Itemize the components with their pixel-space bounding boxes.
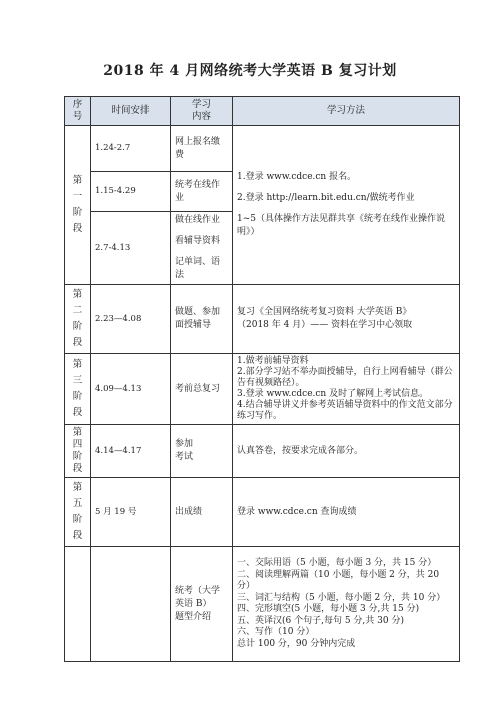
table-row bbox=[65, 285, 460, 354]
stage-2-label: 第 二 阶 段 bbox=[65, 285, 91, 354]
stage-3-label: 第 三 阶 段 bbox=[65, 354, 91, 425]
time-cell: 1.24-2.7 bbox=[91, 126, 171, 172]
content-cell: 出成绩 bbox=[171, 478, 233, 547]
stage-5-label: 第 五 阶 段 bbox=[65, 478, 91, 547]
table-row bbox=[65, 547, 460, 662]
method-cell: 1.做考前辅导资料 2.部分学习站不举办面授辅导，自行上网看辅导（群公告有视频路径）。 3.登录 www.cdce.cn 及时了解网上考试信息。 4.结合辅导讲义并参考英语辅导资料中的作文范文部分练习写作。 bbox=[233, 354, 460, 425]
content-cell: 网上报名缴费 bbox=[171, 126, 233, 172]
stage-1-label: 第 一 阶 段 bbox=[65, 126, 91, 285]
table-row bbox=[65, 354, 460, 425]
content-cell: 做题、参加面授辅导 bbox=[171, 285, 233, 354]
method-cell: 复习《全国网络统考复习资料 大学英语 B》 （2018 年 4 月）—— 资料在学习中心领取 bbox=[233, 285, 460, 354]
method-cell: 1.登录 www.cdce.cn 报名。 2.登录 http://learn.bit.edu.cn/做统考作业 1~5（具体操作方法见群共享《统考在线作业操作说明》） bbox=[233, 126, 460, 285]
time-cell: 2.23—4.08 bbox=[91, 285, 171, 354]
content-cell: 统考（大学 英语 B） 题型介绍 bbox=[171, 547, 233, 662]
table-row bbox=[65, 126, 460, 172]
time-cell: 4.14—4.17 bbox=[91, 425, 171, 478]
study-plan-table bbox=[64, 96, 460, 662]
header-content: 学习 内容 bbox=[171, 97, 233, 126]
empty-cell bbox=[91, 547, 171, 662]
method-cell: 登录 www.cdce.cn 查询成绩 bbox=[233, 478, 460, 547]
empty-cell bbox=[65, 547, 91, 662]
header-method: 学习方法 bbox=[233, 97, 460, 126]
method-cell: 认真答卷，按要求完成各部分。 bbox=[233, 425, 460, 478]
table-row bbox=[65, 478, 460, 547]
content-cell: 做在线作业 看辅导资料 记单词、语法 bbox=[171, 212, 233, 285]
header-seq: 序 号 bbox=[65, 97, 91, 126]
stage-4-label: 第 四 阶 段 bbox=[65, 425, 91, 478]
content-cell: 统考在线作业 bbox=[171, 172, 233, 212]
content-cell: 参加 考试 bbox=[171, 425, 233, 478]
time-cell: 5 月 19 号 bbox=[91, 478, 171, 547]
header-time: 时间安排 bbox=[91, 97, 171, 126]
time-cell: 1.15-4.29 bbox=[91, 172, 171, 212]
content-cell: 考前总复习 bbox=[171, 354, 233, 425]
time-cell: 2.7-4.13 bbox=[91, 212, 171, 285]
method-cell: 一、交际用语（5 小题，每小题 3 分，共 15 分） 二、阅读理解两篇（10 小题，每小题 2 分，共 20 分） 三、词汇与结构（5 小题，每小题 2 分，共 10 分） 四、完形填空(5 小题，每小题 3 分,共 15 分) 五、英译汉(6 个句子,每句 5 分,共 30 分) 六、写作（10 分） 总计 100 分，90 分钟内完成 bbox=[233, 547, 460, 662]
page-title: 2018 年 4 月网络统考大学英语 B 复习计划 bbox=[103, 63, 397, 79]
header-row bbox=[65, 97, 460, 126]
table-row bbox=[65, 425, 460, 478]
time-cell: 4.09—4.13 bbox=[91, 354, 171, 425]
